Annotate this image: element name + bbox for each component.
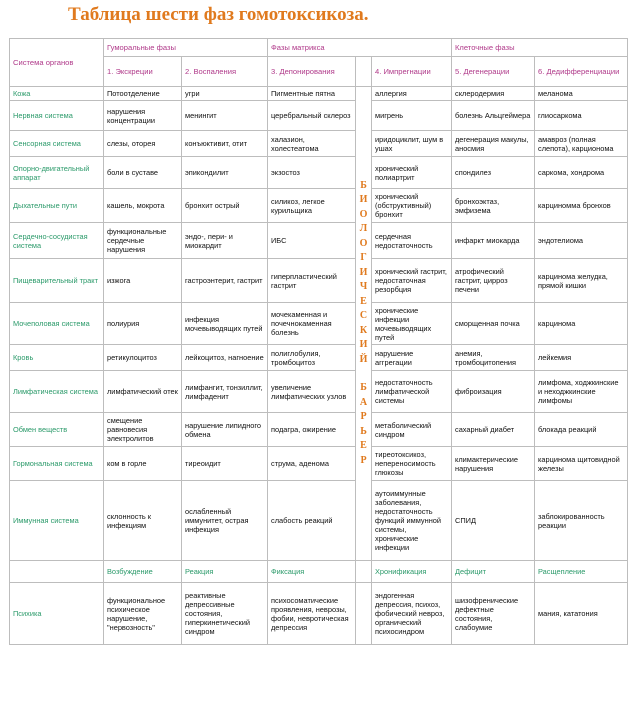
cell-phase-4: хронические инфекции мочевыводящих путей — [372, 303, 452, 345]
biological-barrier — [356, 87, 372, 561]
cell-phase-1: ком в горле — [104, 447, 182, 481]
header-humoral: Гуморальные фазы — [104, 39, 268, 57]
header-phase-5: 5. Дегенерации — [452, 57, 535, 87]
cell-phase-1: склонность к инфекциям — [104, 481, 182, 561]
cell-phase-3: мочекаменная и почечнокаменная болезнь — [268, 303, 356, 345]
table-row — [10, 223, 628, 259]
cell-phase-2: бронхит острый — [182, 189, 268, 223]
system-name: Кровь — [10, 345, 104, 371]
table-row — [10, 87, 628, 101]
cell-phase-3: струма, аденома — [268, 447, 356, 481]
cell-phase-3: ИБС — [268, 223, 356, 259]
system-name: Сердечно-сосудистая система — [10, 223, 104, 259]
cell-phase-4: мигрень — [372, 101, 452, 131]
barrier-letter: Р — [360, 411, 367, 423]
system-name: Мочеполовая система — [10, 303, 104, 345]
cell-phase-5: склеродермия — [452, 87, 535, 101]
cell-phase-1: функциональное психическое нарушение, "нервозность" — [104, 583, 182, 645]
cell-phase-4: нарушение аггрегации — [372, 345, 452, 371]
barrier-letter: Е — [360, 440, 367, 452]
cell-phase-3: полиглобулия, тромбоцитоз — [268, 345, 356, 371]
cell-phase-4: эндогенная депрессия, психоз, фобический невроз, органический психосиндром — [372, 583, 452, 645]
cell-phase-6: амавроз (полная слепота), карционома — [535, 131, 628, 157]
cell-phase-2: лейкоцитоз, нагноение — [182, 345, 268, 371]
cell-phase-5: сморщенная почка — [452, 303, 535, 345]
barrier-letters — [356, 179, 371, 469]
cell-phase-5: фиброизация — [452, 371, 535, 413]
cell-phase-5: СПИД — [452, 481, 535, 561]
cell-phase-2: реактивные депрессивные состояния, гиперкинетический синдром — [182, 583, 268, 645]
table-body — [10, 39, 628, 645]
cell-phase-1: полиурия — [104, 303, 182, 345]
cell-phase-6: лимфома, ходжкинские и неходжкинские лимфомы — [535, 371, 628, 413]
barrier-letter: Г — [360, 252, 367, 264]
cell-phase-5: инфаркт миокарда — [452, 223, 535, 259]
cell-phase-6: карцинома щитовидной железы — [535, 447, 628, 481]
table-row — [10, 345, 628, 371]
cell-phase-6: заблокированность реакции — [535, 481, 628, 561]
cell-phase-4: аутоиммунные заболевания, недостаточность функций иммунной системы, хронические инфекции — [372, 481, 452, 561]
barrier-header-cell — [356, 57, 372, 87]
cell-phase-3: гиперпластический гастрит — [268, 259, 356, 303]
cell-phase-1: нарушения концентрации — [104, 101, 182, 131]
header-matrix: Фазы матрикса — [268, 39, 452, 57]
cell-phase-2: эндо-, пери- и миокардит — [182, 223, 268, 259]
cell-phase-2: тиреоидит — [182, 447, 268, 481]
barrier-letter: С — [359, 310, 368, 322]
psyche-phase-4: Хронификация — [372, 561, 452, 583]
cell-phase-1: Потоотделение — [104, 87, 182, 101]
cell-phase-5: атрофический гастрит, цирроз печени — [452, 259, 535, 303]
cell-phase-1: боли в суставе — [104, 157, 182, 189]
cell-phase-3: силикоз, легкое курильщика — [268, 189, 356, 223]
barrier-letter: Р — [360, 454, 367, 466]
cell-phase-3: увеличение лимфатических узлов — [268, 371, 356, 413]
psyche-barrier-empty — [356, 583, 372, 645]
table-row — [10, 371, 628, 413]
cell-phase-3: Пигментные пятна — [268, 87, 356, 101]
header-row-groups — [10, 39, 628, 57]
table-row — [10, 189, 628, 223]
cell-phase-1: ретикулоцитоз — [104, 345, 182, 371]
cell-phase-1: функциональные сердечные нарушения — [104, 223, 182, 259]
barrier-letter: Е — [360, 295, 367, 307]
cell-phase-3: церебральный склероз — [268, 101, 356, 131]
cell-phase-2: нарушение липидного обмена — [182, 413, 268, 447]
barrier-letter: Ч — [359, 281, 368, 293]
cell-phase-4: хронический гастрит, недостаточная резорбция — [372, 259, 452, 303]
system-name: Психика — [10, 583, 104, 645]
table-row — [10, 131, 628, 157]
table-row — [10, 157, 628, 189]
cell-phase-2: конъюктивит, отит — [182, 131, 268, 157]
cell-phase-4: тиреотоксикоз, непереносимость глюкозы — [372, 447, 452, 481]
cell-phase-2: гастроэнтерит, гастрит — [182, 259, 268, 303]
psyche-phase-3: Фиксация — [268, 561, 356, 583]
cell-phase-4: хронический (обструктивный) бронхит — [372, 189, 452, 223]
barrier-letter: И — [359, 194, 368, 206]
cell-phase-1: изжога — [104, 259, 182, 303]
table-row — [10, 481, 628, 561]
cell-phase-5: климактерические нарушения — [452, 447, 535, 481]
table-row — [10, 101, 628, 131]
cell-phase-6: карцинома желудка, прямой кишки — [535, 259, 628, 303]
cell-phase-2: ослабленный иммунитет, острая инфекция — [182, 481, 268, 561]
cell-phase-1: лимфатический отек — [104, 371, 182, 413]
cell-phase-2: инфекция мочевыводящих путей — [182, 303, 268, 345]
phases-table — [9, 38, 628, 645]
table-row — [10, 303, 628, 345]
cell-phase-4: иридоциклит, шум в ушах — [372, 131, 452, 157]
cell-phase-4: хронический полиартрит — [372, 157, 452, 189]
system-name: Нервная система — [10, 101, 104, 131]
cell-phase-3: подагра, ожирение — [268, 413, 356, 447]
cell-phase-6: саркома, хондрома — [535, 157, 628, 189]
cell-phase-3: экзостоз — [268, 157, 356, 189]
cell-phase-3: халазион, холестеатома — [268, 131, 356, 157]
barrier-letter: А — [359, 396, 368, 408]
barrier-letter: И — [359, 339, 368, 351]
psyche-phase-1: Возбуждение — [104, 561, 182, 583]
header-cellular: Клеточные фазы — [452, 39, 628, 57]
cell-phase-6: меланома — [535, 87, 628, 101]
cell-phase-5: болезнь Альцгеймера — [452, 101, 535, 131]
header-phase-1: 1. Экскреции — [104, 57, 182, 87]
cell-phase-3: психосоматические проявления, неврозы, фобии, невротическая депрессия — [268, 583, 356, 645]
cell-phase-4: недостаточность лимфатической системы — [372, 371, 452, 413]
system-name: Лимфатическая система — [10, 371, 104, 413]
system-name: Обмен веществ — [10, 413, 104, 447]
barrier-letter: О — [359, 237, 368, 249]
barrier-letter: Б — [360, 179, 367, 191]
header-phase-6: 6. Дедифференциации — [535, 57, 628, 87]
psyche-phases-row — [10, 561, 628, 583]
system-name: Иммунная система — [10, 481, 104, 561]
cell-phase-4: аллергия — [372, 87, 452, 101]
barrier-letter: Й — [359, 353, 368, 365]
table-row — [10, 447, 628, 481]
psyche-phase-2: Реакция — [182, 561, 268, 583]
cell-phase-2: лимфангит, тонзиллит, лимфаденит — [182, 371, 268, 413]
cell-phase-5: дегенерация макулы, аносмия — [452, 131, 535, 157]
system-name: Сенсорная система — [10, 131, 104, 157]
system-name: Кожа — [10, 87, 104, 101]
cell-phase-5: спондилез — [452, 157, 535, 189]
cell-phase-6: блокада реакций — [535, 413, 628, 447]
barrier-letter: Б — [360, 382, 367, 394]
barrier-letter: Ь — [360, 425, 367, 437]
cell-phase-5: анемия, тромбоцитопения — [452, 345, 535, 371]
cell-phase-6: глиосаркома — [535, 101, 628, 131]
barrier-letter: К — [359, 324, 368, 336]
cell-phase-2: менингит — [182, 101, 268, 131]
barrier-letter: Л — [359, 223, 368, 235]
cell-phase-3: слабость реакций — [268, 481, 356, 561]
cell-phase-6: мания, кататония — [535, 583, 628, 645]
psyche-barrier-empty — [356, 561, 372, 583]
cell-phase-6: карциномма бронхов — [535, 189, 628, 223]
barrier-letter: И — [359, 266, 368, 278]
cell-phase-1: слезы, оторея — [104, 131, 182, 157]
table-row-psyche — [10, 583, 628, 645]
cell-phase-2: угри — [182, 87, 268, 101]
header-phase-2: 2. Воспаления — [182, 57, 268, 87]
system-name: Опорно-двигательный аппарат — [10, 157, 104, 189]
cell-phase-4: сердечная недостаточность — [372, 223, 452, 259]
system-name: Гормональная система — [10, 447, 104, 481]
header-system: Система органов — [10, 39, 104, 87]
psyche-phase-6: Расщепление — [535, 561, 628, 583]
cell-phase-1: кашель, мокрота — [104, 189, 182, 223]
cell-phase-5: бронхоэктаз, эмфизема — [452, 189, 535, 223]
system-name: Пищеварительный тракт — [10, 259, 104, 303]
header-phase-4: 4. Импрегнации — [372, 57, 452, 87]
cell-phase-6: эндотелиома — [535, 223, 628, 259]
table-row — [10, 259, 628, 303]
cell-phase-6: карцинома — [535, 303, 628, 345]
cell-phase-5: сахарный диабет — [452, 413, 535, 447]
cell-phase-2: эпикондилит — [182, 157, 268, 189]
cell-phase-6: лейкемия — [535, 345, 628, 371]
header-phase-3: 3. Депонирования — [268, 57, 356, 87]
barrier-letter: О — [359, 208, 368, 220]
cell-phase-4: метаболический синдром — [372, 413, 452, 447]
page-title: Таблица шести фаз гомотоксикоза. — [68, 4, 369, 25]
cell-phase-5: шизофренические дефектные состояния, слабоумие — [452, 583, 535, 645]
psyche-phase-5: Дефицит — [452, 561, 535, 583]
psyche-phases-empty — [10, 561, 104, 583]
system-name: Дыхательные пути — [10, 189, 104, 223]
table-row — [10, 413, 628, 447]
cell-phase-1: смещение равновесия электролитов — [104, 413, 182, 447]
